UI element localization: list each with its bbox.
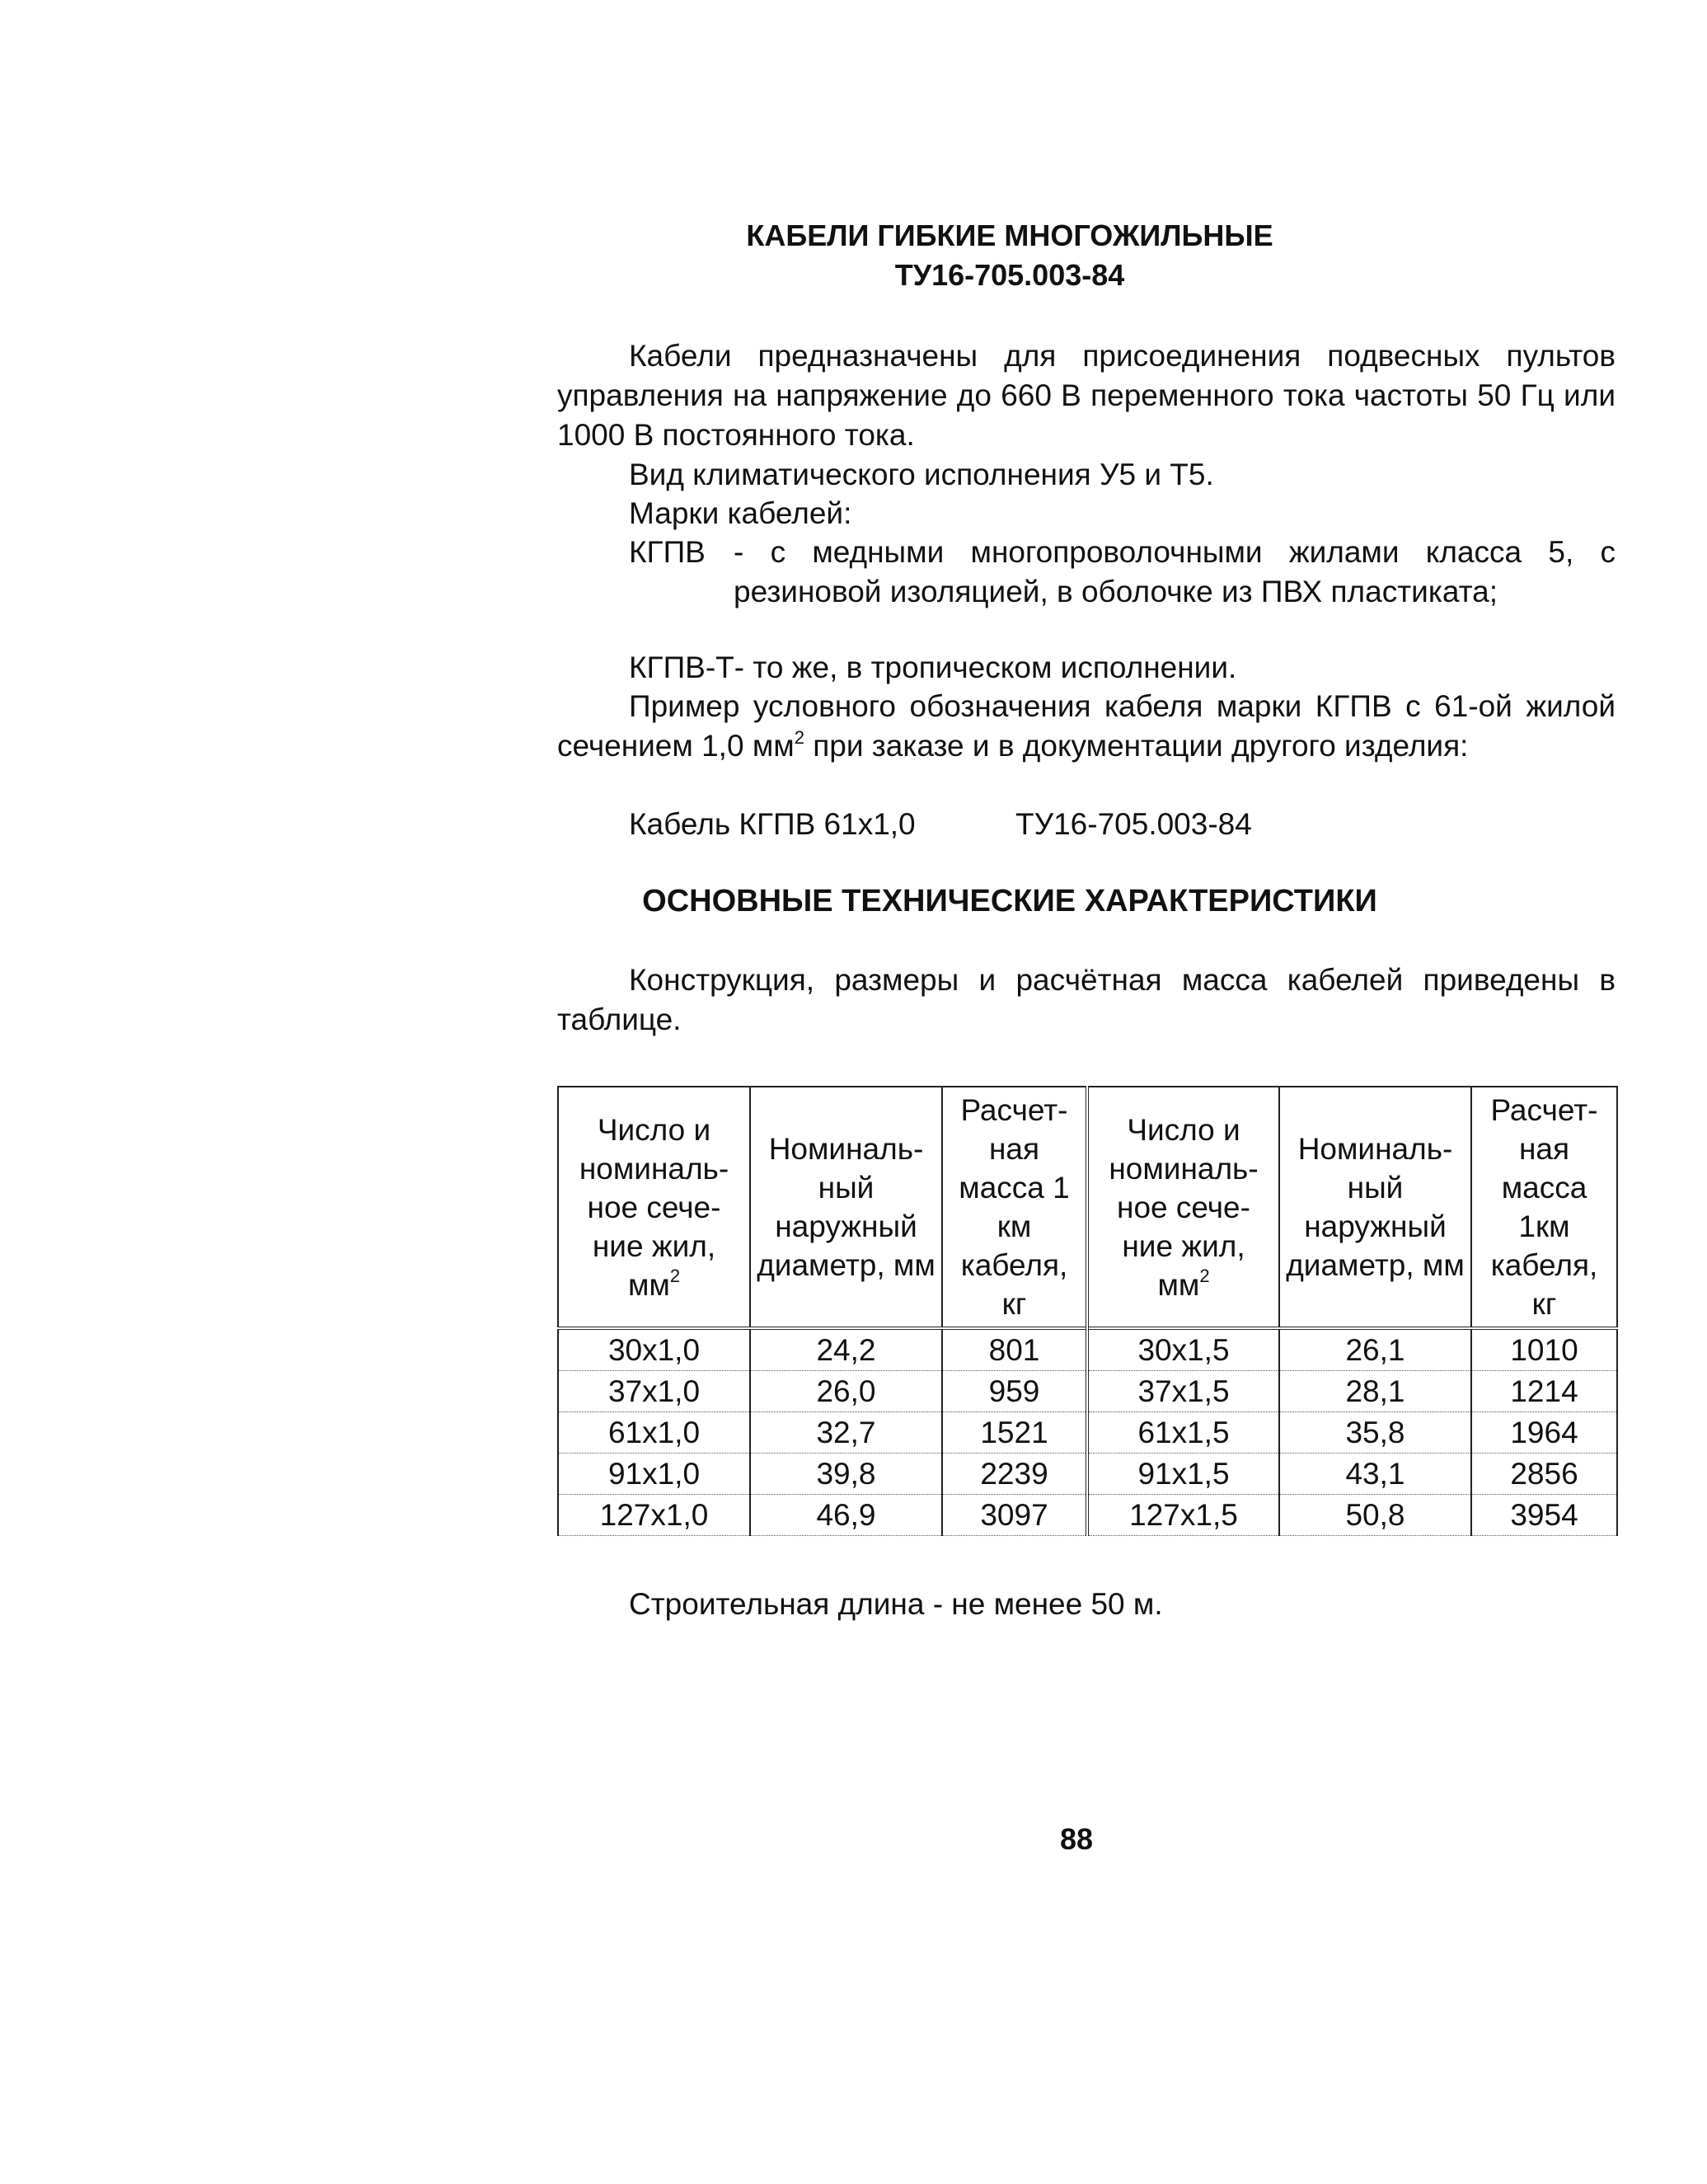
table-cell: 91х1,5 bbox=[1087, 1454, 1279, 1495]
table-cell: 61х1,5 bbox=[1087, 1412, 1279, 1454]
header-mass-1: Расчет-ная масса 1 км кабеля, кг bbox=[942, 1087, 1087, 1328]
table-cell: 61х1,0 bbox=[558, 1412, 750, 1454]
table-cell: 959 bbox=[942, 1371, 1087, 1412]
header-outer-diameter-2: Номиналь-ный наружный диаметр, мм bbox=[1279, 1087, 1471, 1328]
table-cell: 46,9 bbox=[750, 1495, 942, 1536]
table-cell: 1010 bbox=[1471, 1328, 1617, 1371]
table-cell: 30х1,5 bbox=[1087, 1328, 1279, 1371]
example-text-a: Пример условного обозначения кабеля марки КГПВ с 61-ой жилой сечением 1,0 мм bbox=[557, 689, 1616, 763]
table-cell: 2239 bbox=[942, 1454, 1087, 1495]
construction-length-note: Строительная длина - не менее 50 м. bbox=[629, 1587, 1163, 1621]
table-cell: 28,1 bbox=[1279, 1371, 1471, 1412]
table-cell: 3954 bbox=[1471, 1495, 1617, 1536]
table-cell: 37х1,0 bbox=[558, 1371, 750, 1412]
table-cell: 1964 bbox=[1471, 1412, 1617, 1454]
table-cell: 91х1,0 bbox=[558, 1454, 750, 1495]
section-heading: ОСНОВНЫЕ ТЕХНИЧЕСКИЕ ХАРАКТЕРИСТИКИ bbox=[642, 884, 1377, 918]
specifications-table bbox=[557, 1086, 1618, 1536]
table-cell: 35,8 bbox=[1279, 1412, 1471, 1454]
example-standard: ТУ16-705.003-84 bbox=[1015, 807, 1252, 841]
table-row bbox=[558, 1412, 1617, 1454]
table-row bbox=[558, 1371, 1617, 1412]
table-cell: 1521 bbox=[942, 1412, 1087, 1454]
table-cell: 32,7 bbox=[750, 1412, 942, 1454]
table-cell: 2856 bbox=[1471, 1454, 1617, 1495]
table-cell: 26,1 bbox=[1279, 1328, 1471, 1371]
table-row bbox=[558, 1495, 1617, 1536]
table-row bbox=[558, 1328, 1617, 1371]
example-paragraph bbox=[557, 687, 1616, 766]
table-cell: 50,8 bbox=[1279, 1495, 1471, 1536]
brand1-description-text: - с медными многопроволочными жилами класса 5, с резиновой изоляцией, в оболочке из ПВХ пластиката; bbox=[734, 535, 1616, 608]
brand1-code: КГПВ bbox=[629, 535, 706, 569]
brand2-paragraph: КГПВ-Т- то же, в тропическом исполнении. bbox=[629, 651, 1237, 684]
document-standard-number: ТУ16-705.003-84 bbox=[894, 258, 1125, 292]
climate-paragraph: Вид климатического исполнения У5 и Т5. bbox=[629, 458, 1214, 491]
table-cell: 24,2 bbox=[750, 1328, 942, 1371]
table-row bbox=[558, 1454, 1617, 1495]
table-header-row bbox=[558, 1087, 1617, 1328]
document-title: КАБЕЛИ ГИБКИЕ МНОГОЖИЛЬНЫЕ bbox=[746, 218, 1273, 252]
table-cell: 801 bbox=[942, 1328, 1087, 1371]
example-superscript: 2 bbox=[794, 726, 804, 748]
table-cell: 127х1,0 bbox=[558, 1495, 750, 1536]
purpose-paragraph: Кабели предназначены для присоединения подвесных пультов управления на напряжение до 660 В переменного тока частоты 50 Гц или 1000 В постоянного тока. bbox=[557, 339, 1616, 452]
page-number: 88 bbox=[1060, 1822, 1094, 1856]
table-cell: 39,8 bbox=[750, 1454, 942, 1495]
header-cores-section-1: Число и номиналь-ное сече-ние жил, $мм^2$ bbox=[558, 1087, 750, 1328]
brand1-description bbox=[734, 533, 1616, 612]
header-cores-section-2: Число и номиналь-ное сече-ние жил, $мм^2$ bbox=[1087, 1087, 1279, 1328]
header-outer-diameter-1: Номиналь-ный наружный диаметр, мм bbox=[750, 1087, 942, 1328]
table-cell: 43,1 bbox=[1279, 1454, 1471, 1495]
table-cell: 30х1,0 bbox=[558, 1328, 750, 1371]
example-designation: Кабель КГПВ 61х1,0 bbox=[629, 807, 916, 841]
example-text-b: при заказе и в документации другого изделия: bbox=[804, 729, 1469, 763]
table-cell: 1214 bbox=[1471, 1371, 1617, 1412]
table-cell: 37х1,5 bbox=[1087, 1371, 1279, 1412]
table-intro-paragraph: Конструкция, размеры и расчётная масса кабелей приведены в таблице. bbox=[557, 963, 1616, 1036]
brands-heading: Марки кабелей: bbox=[629, 496, 852, 530]
table-cell: 3097 bbox=[942, 1495, 1087, 1536]
table-cell: 127х1,5 bbox=[1087, 1495, 1279, 1536]
header-mass-2: Расчет-ная масса 1км кабеля, кг bbox=[1471, 1087, 1617, 1328]
table-cell: 26,0 bbox=[750, 1371, 942, 1412]
